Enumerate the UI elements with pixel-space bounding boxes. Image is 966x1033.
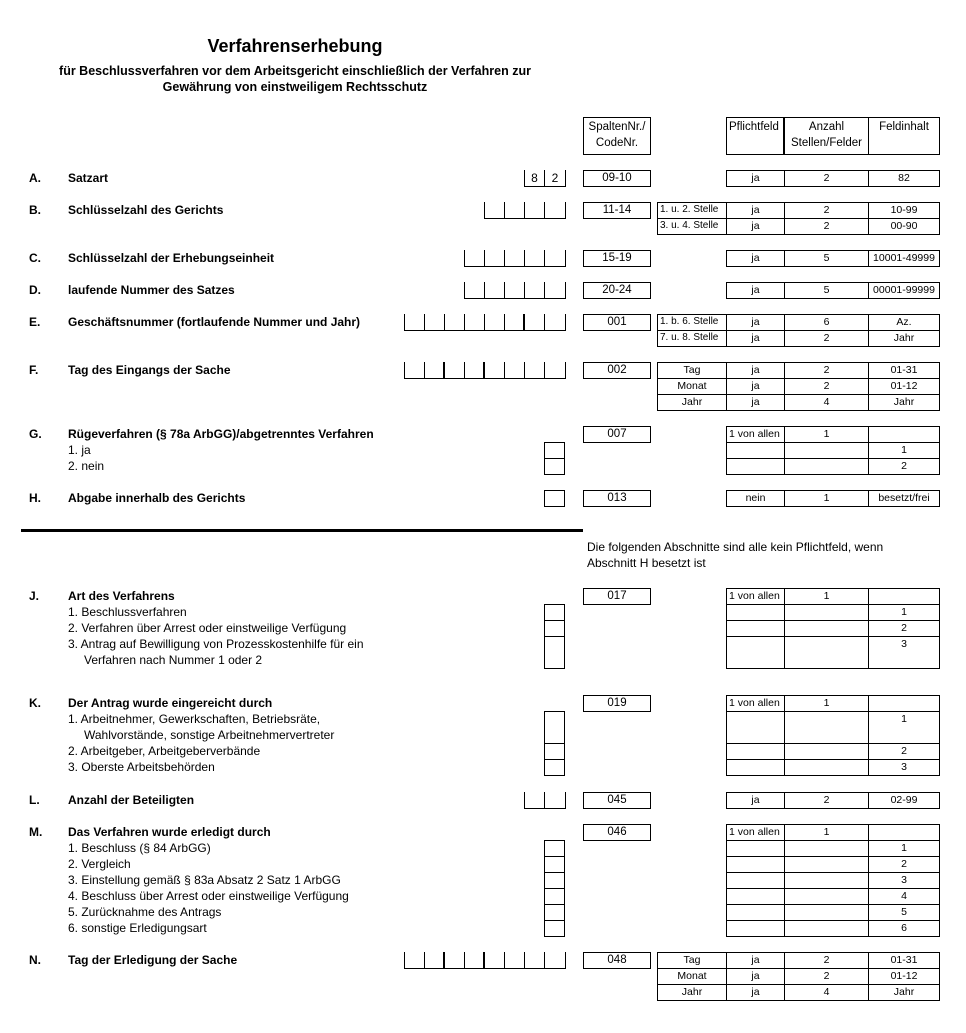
pflicht-cell-g-1: 1 von allen: [726, 426, 785, 443]
section-title-j: Art des Verfahrens: [68, 589, 175, 603]
code-box-h: 013: [583, 490, 651, 507]
code-box-a: 09-10: [583, 170, 651, 187]
checkbox-m-4[interactable]: [544, 888, 565, 905]
digit-slot[interactable]: [445, 952, 465, 968]
pflicht-cell-f-1: ja: [726, 362, 785, 379]
pflicht-cell-k-3: [726, 743, 785, 760]
feldinhalt-cell-m-4: 3: [868, 872, 940, 889]
pflicht-cell-j-1: 1 von allen: [726, 588, 785, 605]
pflicht-cell-m-3: [726, 856, 785, 873]
anzahl-cell-k-4: [784, 759, 869, 776]
section-title-d: laufende Nummer des Satzes: [68, 283, 235, 297]
anzahl-cell-j-2: [784, 604, 869, 621]
note-line-1: Die folgenden Abschnitte sind alle kein Pflichtfeld, wenn: [587, 540, 884, 554]
pflicht-cell-m-6: [726, 904, 785, 921]
sub-label-e-1: 1. b. 6. Stelle: [657, 314, 727, 331]
code-box-d: 20-24: [583, 282, 651, 299]
feldinhalt-cell-m-7: 6: [868, 920, 940, 937]
section-letter-h: H.: [29, 491, 41, 505]
anzahl-cell-m-3: [784, 856, 869, 873]
digit-slot[interactable]: [505, 202, 525, 218]
digit-slot[interactable]: [525, 952, 545, 968]
checkbox-g-2[interactable]: [544, 458, 565, 475]
digit-slot[interactable]: [505, 314, 525, 330]
digit-slot[interactable]: [545, 314, 565, 330]
header-pflichtfeld: Pflichtfeld: [726, 117, 784, 155]
section-letter-d: D.: [29, 283, 41, 297]
feldinhalt-cell-n-3: Jahr: [868, 984, 940, 1001]
checkbox-m-1[interactable]: [544, 840, 565, 857]
feldinhalt-cell-k-3: 2: [868, 743, 940, 760]
anzahl-cell-k-2: [784, 711, 869, 744]
feldinhalt-cell-f-2: 01-12: [868, 378, 940, 395]
anzahl-cell-j-3: [784, 620, 869, 637]
code-box-n: 048: [583, 952, 651, 969]
pflicht-cell-m-5: [726, 888, 785, 905]
anzahl-cell-g-1: 1: [784, 426, 869, 443]
feldinhalt-cell-d-1: 00001-99999: [868, 282, 940, 299]
digit-slot[interactable]: [485, 282, 505, 298]
pflicht-cell-a-1: ja: [726, 170, 785, 187]
option-m-3: 3. Einstellung gemäß § 83a Absatz 2 Satz 1 ArbGG: [68, 873, 341, 887]
anzahl-cell-j-1: 1: [784, 588, 869, 605]
section-letter-n: N.: [29, 953, 41, 967]
option-j-3: 3. Antrag auf Bewilligung von Prozesskostenhilfe für ein: [68, 637, 364, 651]
anzahl-cell-b-1: 2: [784, 202, 869, 219]
sub-label-f-1: Tag: [657, 362, 727, 379]
pflicht-cell-m-2: [726, 840, 785, 857]
sub-label-b-2: 3. u. 4. Stelle: [657, 218, 727, 235]
anzahl-cell-g-3: [784, 458, 869, 475]
digit-slot[interactable]: 8: [525, 170, 545, 186]
code-box-l: 045: [583, 792, 651, 809]
digit-slot[interactable]: [525, 250, 545, 266]
digit-slot[interactable]: 2: [551, 171, 559, 185]
digit-input-f[interactable]: [404, 362, 566, 379]
pflicht-cell-j-2: [726, 604, 785, 621]
feldinhalt-cell-m-2: 1: [868, 840, 940, 857]
digit-input-e[interactable]: [404, 314, 566, 331]
option-m-4: 4. Beschluss über Arrest oder einstweilige Verfügung: [68, 889, 349, 903]
feldinhalt-cell-e-2: Jahr: [868, 330, 940, 347]
pflicht-cell-m-7: [726, 920, 785, 937]
digit-slot[interactable]: [525, 314, 545, 330]
feldinhalt-cell-k-2: 1: [868, 711, 940, 744]
option-g-1: 1. ja: [68, 443, 91, 457]
pflicht-cell-g-3: [726, 458, 785, 475]
pflicht-cell-e-1: ja: [726, 314, 785, 331]
section-letter-m: M.: [29, 825, 43, 839]
feldinhalt-cell-k-1: [868, 695, 940, 712]
digit-slot[interactable]: [505, 952, 525, 968]
pflicht-cell-l-1: ja: [726, 792, 785, 809]
feldinhalt-cell-j-2: 1: [868, 604, 940, 621]
sub-label-f-3: Jahr: [657, 394, 727, 411]
option-m-1: 1. Beschluss (§ 84 ArbGG): [68, 841, 211, 855]
sub-label-n-1: Tag: [657, 952, 727, 969]
pflicht-cell-m-1: 1 von allen: [726, 824, 785, 841]
anzahl-cell-f-2: 2: [784, 378, 869, 395]
pflicht-cell-n-2: ja: [726, 968, 785, 985]
section-title-l: Anzahl der Beteiligten: [68, 793, 195, 807]
digit-input-n[interactable]: [404, 952, 566, 969]
feldinhalt-cell-m-6: 5: [868, 904, 940, 921]
digit-slot[interactable]: [425, 314, 445, 330]
digit-slot[interactable]: [485, 952, 505, 968]
digit-slot[interactable]: [465, 362, 485, 378]
option-j-1: 1. Beschlussverfahren: [68, 605, 187, 619]
sub-label-b-1: 1. u. 2. Stelle: [657, 202, 727, 219]
feldinhalt-cell-k-4: 3: [868, 759, 940, 776]
pflicht-cell-e-2: ja: [726, 330, 785, 347]
code-box-f: 002: [583, 362, 651, 379]
anzahl-cell-k-3: [784, 743, 869, 760]
digit-slot[interactable]: [525, 282, 545, 298]
section-letter-a: A.: [29, 171, 41, 185]
anzahl-cell-c-1: 5: [784, 250, 869, 267]
header-anzahl: [784, 117, 869, 155]
pflicht-cell-f-3: ja: [726, 394, 785, 411]
digit-slot[interactable]: [425, 362, 445, 378]
anzahl-cell-k-1: 1: [784, 695, 869, 712]
header-code-line-1: SpaltenNr./: [588, 121, 646, 133]
feldinhalt-cell-m-3: 2: [868, 856, 940, 873]
code-box-m: 046: [583, 824, 651, 841]
pflicht-cell-f-2: ja: [726, 378, 785, 395]
digit-input-l[interactable]: [524, 792, 566, 809]
anzahl-cell-e-1: 6: [784, 314, 869, 331]
sub-label-e-2: 7. u. 8. Stelle: [657, 330, 727, 347]
section-letter-e: E.: [29, 315, 41, 329]
feldinhalt-cell-g-2: 1: [868, 442, 940, 459]
anzahl-cell-f-3: 4: [784, 394, 869, 411]
anzahl-cell-b-2: 2: [784, 218, 869, 235]
digit-input-c[interactable]: [464, 250, 566, 267]
digit-input-d[interactable]: [464, 282, 566, 299]
digit-slot[interactable]: [545, 250, 565, 266]
digit-slot[interactable]: [465, 282, 485, 298]
section-letter-c: C.: [29, 251, 41, 265]
section-title-f: Tag des Eingangs der Sache: [68, 363, 231, 377]
digit-slot[interactable]: [545, 792, 565, 808]
code-box-c: 15-19: [583, 250, 651, 267]
note-line-2: Abschnitt H besetzt ist: [587, 556, 706, 570]
pflicht-cell-j-3: [726, 620, 785, 637]
option-m-6: 6. sonstige Erledigungsart: [68, 921, 207, 935]
feldinhalt-cell-a-1: 82: [868, 170, 940, 187]
feldinhalt-cell-b-1: 10-99: [868, 202, 940, 219]
code-box-b: 11-14: [583, 202, 651, 219]
digit-slot[interactable]: [485, 250, 505, 266]
pflicht-cell-g-2: [726, 442, 785, 459]
feldinhalt-cell-f-3: Jahr: [868, 394, 940, 411]
anzahl-cell-d-1: 5: [784, 282, 869, 299]
anzahl-cell-n-3: 4: [784, 984, 869, 1001]
pflicht-cell-m-4: [726, 872, 785, 889]
anzahl-cell-l-1: 2: [784, 792, 869, 809]
section-title-n: Tag der Erledigung der Sache: [68, 953, 238, 967]
digit-slot[interactable]: [525, 362, 545, 378]
header-code-line-2: CodeNr.: [595, 137, 639, 149]
code-box-g: 007: [583, 426, 651, 443]
anzahl-cell-e-2: 2: [784, 330, 869, 347]
anzahl-cell-n-1: 2: [784, 952, 869, 969]
section-title-b: Schlüsselzahl des Gerichts: [68, 203, 224, 217]
option-k-3: 3. Oberste Arbeitsbehörden: [68, 760, 215, 774]
anzahl-cell-h-1: 1: [784, 490, 869, 507]
option-m-5: 5. Zurücknahme des Antrags: [68, 905, 222, 919]
feldinhalt-cell-e-1: Az.: [868, 314, 940, 331]
checkbox-j-1[interactable]: [544, 604, 565, 621]
section-title-c: Schlüsselzahl der Erhebungseinheit: [68, 251, 275, 265]
section-letter-j: J.: [29, 589, 40, 603]
section-letter-f: F.: [29, 363, 39, 377]
digit-slot[interactable]: [505, 250, 525, 266]
section-title-e: Geschäftsnummer (fortlaufende Nummer und Jahr): [68, 315, 361, 329]
code-box-e: 001: [583, 314, 651, 331]
option-m-2: 2. Vergleich: [68, 857, 131, 871]
section-letter-b: B.: [29, 203, 41, 217]
header-anzahl-line-1: Anzahl: [808, 121, 845, 133]
feldinhalt-cell-n-1: 01-31: [868, 952, 940, 969]
section-title-k: Der Antrag wurde eingereicht durch: [68, 696, 273, 710]
sub-label-n-3: Jahr: [657, 984, 727, 1001]
digit-slot[interactable]: [505, 362, 525, 378]
section-divider: [21, 529, 583, 532]
digit-slot[interactable]: [485, 314, 505, 330]
section-title-a: Satzart: [68, 171, 109, 185]
anzahl-cell-m-7: [784, 920, 869, 937]
option-j-2: 2. Verfahren über Arrest oder einstweilige Verfügung: [68, 621, 347, 635]
section-letter-g: G.: [29, 427, 42, 441]
checkbox-k-3[interactable]: [544, 759, 565, 776]
feldinhalt-cell-j-3: 2: [868, 620, 940, 637]
section-title-m: Das Verfahren wurde erledigt durch: [68, 825, 271, 839]
pflicht-cell-n-3: ja: [726, 984, 785, 1001]
pflicht-cell-j-4: [726, 636, 785, 669]
pflicht-cell-b-1: ja: [726, 202, 785, 219]
digit-slot[interactable]: [525, 202, 545, 218]
digit-slot[interactable]: [505, 282, 525, 298]
feldinhalt-cell-g-3: 2: [868, 458, 940, 475]
anzahl-cell-a-1: 2: [784, 170, 869, 187]
pflicht-cell-n-1: ja: [726, 952, 785, 969]
subtitle-line-2: Gewährung von einstweiligem Rechtsschutz: [162, 80, 428, 94]
feldinhalt-cell-c-1: 10001-49999: [868, 250, 940, 267]
anzahl-cell-f-1: 2: [784, 362, 869, 379]
feldinhalt-cell-h-1: besetzt/frei: [868, 490, 940, 507]
section-letter-l: L.: [29, 793, 40, 807]
feldinhalt-cell-m-1: [868, 824, 940, 841]
digit-slot[interactable]: [485, 362, 505, 378]
checkbox-j-2[interactable]: [544, 620, 565, 637]
option-k-2: 2. Arbeitgeber, Arbeitgeberverbände: [68, 744, 261, 758]
digit-slot[interactable]: [405, 314, 425, 330]
subtitle-line-1: für Beschlussverfahren vor dem Arbeitsgericht einschließlich der Verfahren zur: [59, 64, 531, 78]
digit-slot[interactable]: [405, 952, 425, 968]
checkbox-k-1[interactable]: [544, 711, 565, 744]
anzahl-cell-m-2: [784, 840, 869, 857]
pflicht-cell-d-1: ja: [726, 282, 785, 299]
pflicht-cell-h-1: nein: [726, 490, 785, 507]
digit-slot[interactable]: [545, 952, 565, 968]
pflicht-cell-c-1: ja: [726, 250, 785, 267]
anzahl-cell-m-1: 1: [784, 824, 869, 841]
note-text: [587, 539, 927, 571]
anzahl-cell-m-4: [784, 872, 869, 889]
digit-slot[interactable]: [465, 314, 485, 330]
checkbox-h[interactable]: [544, 490, 565, 507]
digit-slot[interactable]: [405, 362, 425, 378]
section-letter-k: K.: [29, 696, 41, 710]
feldinhalt-cell-j-4: 3: [868, 636, 940, 669]
anzahl-cell-j-4: [784, 636, 869, 669]
pflicht-cell-k-1: 1 von allen: [726, 695, 785, 712]
feldinhalt-cell-n-2: 01-12: [868, 968, 940, 985]
checkbox-g-1[interactable]: [544, 442, 565, 459]
digit-slot[interactable]: [545, 362, 565, 378]
option-j-continuation: Verfahren nach Nummer 1 oder 2: [84, 653, 263, 667]
pflicht-cell-b-2: ja: [726, 218, 785, 235]
feldinhalt-cell-g-1: [868, 426, 940, 443]
section-title-h: Abgabe innerhalb des Gerichts: [68, 491, 246, 505]
digit-slot[interactable]: [525, 792, 545, 808]
pflicht-cell-k-4: [726, 759, 785, 776]
header-feldinhalt: Feldinhalt: [868, 117, 940, 155]
digit-slot[interactable]: [445, 362, 465, 378]
digit-input-a[interactable]: [524, 170, 566, 187]
feldinhalt-cell-f-1: 01-31: [868, 362, 940, 379]
option-k-continuation: Wahlvorstände, sonstige Arbeitnehmervertreter: [84, 728, 335, 742]
section-title-g: Rügeverfahren (§ 78a ArbGG)/abgetrenntes Verfahren: [68, 427, 374, 441]
checkbox-j-3[interactable]: [544, 636, 565, 669]
feldinhalt-cell-b-2: 00-90: [868, 218, 940, 235]
sub-label-n-2: Monat: [657, 968, 727, 985]
anzahl-cell-n-2: 2: [784, 968, 869, 985]
checkbox-m-2[interactable]: [544, 856, 565, 873]
anzahl-cell-g-2: [784, 442, 869, 459]
digit-slot[interactable]: [465, 250, 485, 266]
feldinhalt-cell-j-1: [868, 588, 940, 605]
digit-input-b[interactable]: [484, 202, 566, 219]
checkbox-m-3[interactable]: [544, 872, 565, 889]
checkbox-m-5[interactable]: [544, 904, 565, 921]
pflicht-cell-k-2: [726, 711, 785, 744]
digit-slot[interactable]: [485, 202, 505, 218]
digit-slot[interactable]: [465, 952, 485, 968]
form-title: Verfahrenserhebung: [207, 36, 383, 56]
anzahl-cell-m-6: [784, 904, 869, 921]
digit-slot[interactable]: [425, 952, 445, 968]
option-g-2: 2. nein: [68, 459, 105, 473]
header-anzahl-line-2: Stellen/Felder: [791, 137, 862, 149]
checkbox-k-2[interactable]: [544, 743, 565, 760]
header-code-number: [583, 117, 651, 155]
code-box-j: 017: [583, 588, 651, 605]
digit-slot[interactable]: [545, 202, 565, 218]
sub-label-f-2: Monat: [657, 378, 727, 395]
feldinhalt-cell-l-1: 02-99: [868, 792, 940, 809]
digit-slot[interactable]: [545, 282, 565, 298]
code-box-k: 019: [583, 695, 651, 712]
anzahl-cell-m-5: [784, 888, 869, 905]
digit-slot[interactable]: [445, 314, 465, 330]
checkbox-m-6[interactable]: [544, 920, 565, 937]
feldinhalt-cell-m-5: 4: [868, 888, 940, 905]
option-k-1: 1. Arbeitnehmer, Gewerkschaften, Betriebsräte,: [68, 712, 321, 726]
form-subtitle: [0, 63, 590, 95]
